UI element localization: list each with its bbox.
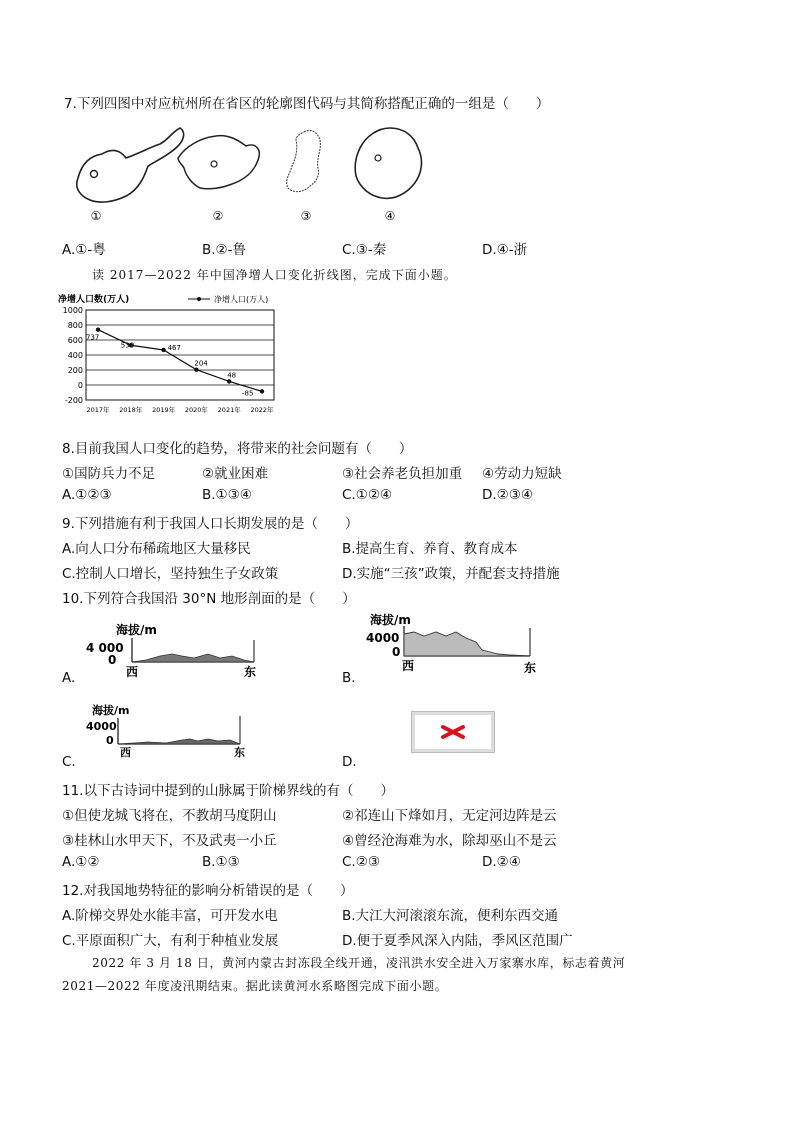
y-tick-label: 0	[77, 381, 83, 390]
q11-option-a[interactable]: A.①②	[62, 854, 100, 870]
q11-item-4: ④曾经沧海难为水，除却巫山不是云	[342, 833, 557, 849]
question-8-stem: 8.目前我国人口变化的趋势，将带来的社会问题有（ ）	[62, 441, 413, 457]
broken-image-x-icon	[415, 715, 491, 749]
data-point	[96, 328, 100, 332]
question-9-stem: 9.下列措施有利于我国人口长期发展的是（ ）	[62, 516, 359, 532]
profile-c-yzero: 0	[106, 734, 114, 747]
q9-option-b[interactable]: B.提高生育、养育、教育成本	[342, 541, 518, 557]
data-label: 204	[194, 359, 208, 368]
data-point	[194, 368, 198, 372]
profile-c-terrain	[118, 739, 240, 744]
x-tick-label: 2020年	[184, 406, 208, 414]
data-label: -85	[242, 389, 254, 398]
q8-option-c[interactable]: C.①②④	[342, 487, 393, 503]
q11-option-c[interactable]: C.②③	[342, 854, 380, 870]
profile-c[interactable]	[86, 702, 266, 760]
q7-option-b[interactable]: B.②-鲁	[202, 242, 247, 258]
y-tick-label: 400	[67, 351, 83, 360]
profile-b-terrain	[404, 632, 530, 656]
profile-c-west: 西	[120, 746, 131, 759]
profile-c-ytop: 4000	[86, 720, 117, 733]
q12-option-c[interactable]: C.平原面积广大，有利于种植业发展	[62, 933, 279, 949]
series-line	[98, 330, 262, 392]
y-tick-label: 1000	[62, 306, 83, 315]
profile-b[interactable]	[366, 612, 546, 674]
province-map-4	[355, 128, 421, 198]
data-point	[227, 379, 231, 383]
data-point	[260, 389, 264, 393]
q8-item-4: ④劳动力短缺	[482, 466, 562, 482]
q10-option-c-label[interactable]: C.	[62, 754, 76, 770]
q12-option-d[interactable]: D.便于夏季风深入内陆，季风区范围广	[342, 933, 573, 949]
q9-option-a[interactable]: A.向人口分布稀疏地区大量移民	[62, 541, 251, 557]
q10-option-a-label[interactable]: A.	[62, 670, 76, 686]
intro-yellow-river-line2: 2021—2022 年度凌汛期结束。据此读黄河水系略图完成下面小题。	[62, 979, 448, 993]
map-label-1: ①	[90, 209, 102, 223]
x-tick-label: 2018年	[119, 406, 143, 414]
q11-item-1: ①但使龙城飞将在，不教胡马度阴山	[62, 808, 277, 824]
broken-image-placeholder	[412, 712, 494, 752]
profile-b-west: 西	[402, 659, 415, 673]
profile-b-east: 东	[524, 661, 537, 674]
q8-item-2: ②就业困难	[202, 466, 269, 482]
profile-a-east: 东	[244, 665, 257, 679]
q9-option-d[interactable]: D.实施“三孩”政策，并配套支持措施	[342, 566, 560, 582]
profile-a-ylabel: 海拔/m	[116, 623, 157, 637]
q10-option-b-label[interactable]: B.	[342, 670, 356, 686]
province-map-1	[77, 128, 184, 202]
q11-item-2: ②祁连山下烽如月，无定河边阵是云	[342, 808, 557, 824]
map-label-2: ②	[212, 209, 224, 223]
data-label: 48	[227, 371, 237, 380]
q8-item-1: ①国防兵力不足	[62, 466, 156, 482]
profile-a[interactable]	[86, 620, 266, 680]
q8-option-b[interactable]: B.①③④	[202, 487, 252, 503]
q11-option-d[interactable]: D.②④	[482, 854, 521, 870]
province-outline-maps	[60, 118, 440, 226]
profile-a-ytop: 4 000	[86, 641, 124, 655]
x-tick-label: 2022年	[250, 406, 274, 414]
question-7-stem: 7.下列四图中对应杭州所在省区的轮廓图代码与其简称搭配正确的一组是（ ）	[64, 96, 550, 112]
profile-c-ylabel: 海拔/m	[92, 704, 130, 717]
y-tick-label: 200	[67, 366, 83, 375]
y-tick-label: 600	[67, 336, 83, 345]
profile-a-terrain	[132, 654, 254, 662]
q8-item-3: ③社会养老负担加重	[342, 466, 463, 482]
question-11-stem: 11.以下古诗词中提到的山脉属于阶梯界线的有（ ）	[62, 783, 394, 799]
x-tick-label: 2021年	[217, 406, 241, 414]
q7-option-a[interactable]: A.①-粤	[62, 242, 106, 258]
map-label-3: ③	[300, 209, 312, 223]
intro-yellow-river-line1: 2022 年 3 月 18 日，黄河内蒙古封冻段全线开通，凌汛洪水安全进入万家寨水库，标志着黄河	[92, 956, 626, 970]
q12-option-b[interactable]: B.大江大河滚滚东流，便利东西交通	[342, 908, 559, 924]
q8-option-d[interactable]: D.②③④	[482, 487, 533, 503]
province-map-2	[178, 136, 259, 189]
q12-option-a[interactable]: A.阶梯交界处水能丰富，可开发水电	[62, 908, 278, 924]
q10-option-d-label[interactable]: D.	[342, 754, 357, 770]
profile-b-ytop: 4000	[366, 631, 400, 645]
data-label: 737	[86, 333, 100, 342]
chart-ylabel: 净增人口数(万人)	[58, 295, 130, 305]
y-tick-label: -200	[64, 396, 83, 405]
y-tick-label: 800	[67, 321, 83, 330]
data-point	[161, 348, 165, 352]
profile-c-east: 东	[234, 746, 245, 759]
data-label: 467	[167, 343, 181, 352]
q11-option-b[interactable]: B.①③	[202, 854, 240, 870]
province-map-3	[287, 130, 321, 191]
profile-b-yzero: 0	[392, 645, 401, 659]
q8-option-a[interactable]: A.①②③	[62, 487, 112, 503]
population-line-chart	[56, 290, 286, 430]
profile-a-yzero: 0	[108, 653, 117, 667]
data-label: 530	[120, 341, 135, 350]
q7-option-d[interactable]: D.④-浙	[482, 242, 528, 258]
chart-legend: 净增人口(万人)	[214, 295, 269, 304]
q11-item-3: ③桂林山水甲天下，不及武夷一小丘	[62, 833, 277, 849]
x-tick-label: 2017年	[86, 406, 110, 414]
profile-a-west: 西	[126, 665, 139, 679]
x-tick-label: 2019年	[152, 406, 176, 414]
question-10-stem: 10.下列符合我国沿 30°N 地形剖面的是（ ）	[62, 591, 356, 607]
question-12-stem: 12.对我国地势特征的影响分析错误的是（ ）	[62, 883, 354, 899]
map-label-4: ④	[384, 209, 396, 223]
profile-b-ylabel: 海拔/m	[370, 613, 411, 627]
q7-option-c[interactable]: C.③-秦	[342, 242, 387, 258]
intro-population-chart: 读 2017—2022 年中国净增人口变化折线图，完成下面小题。	[92, 268, 457, 282]
q9-option-c[interactable]: C.控制人口增长，坚持独生子女政策	[62, 566, 279, 582]
legend-marker	[197, 297, 201, 301]
